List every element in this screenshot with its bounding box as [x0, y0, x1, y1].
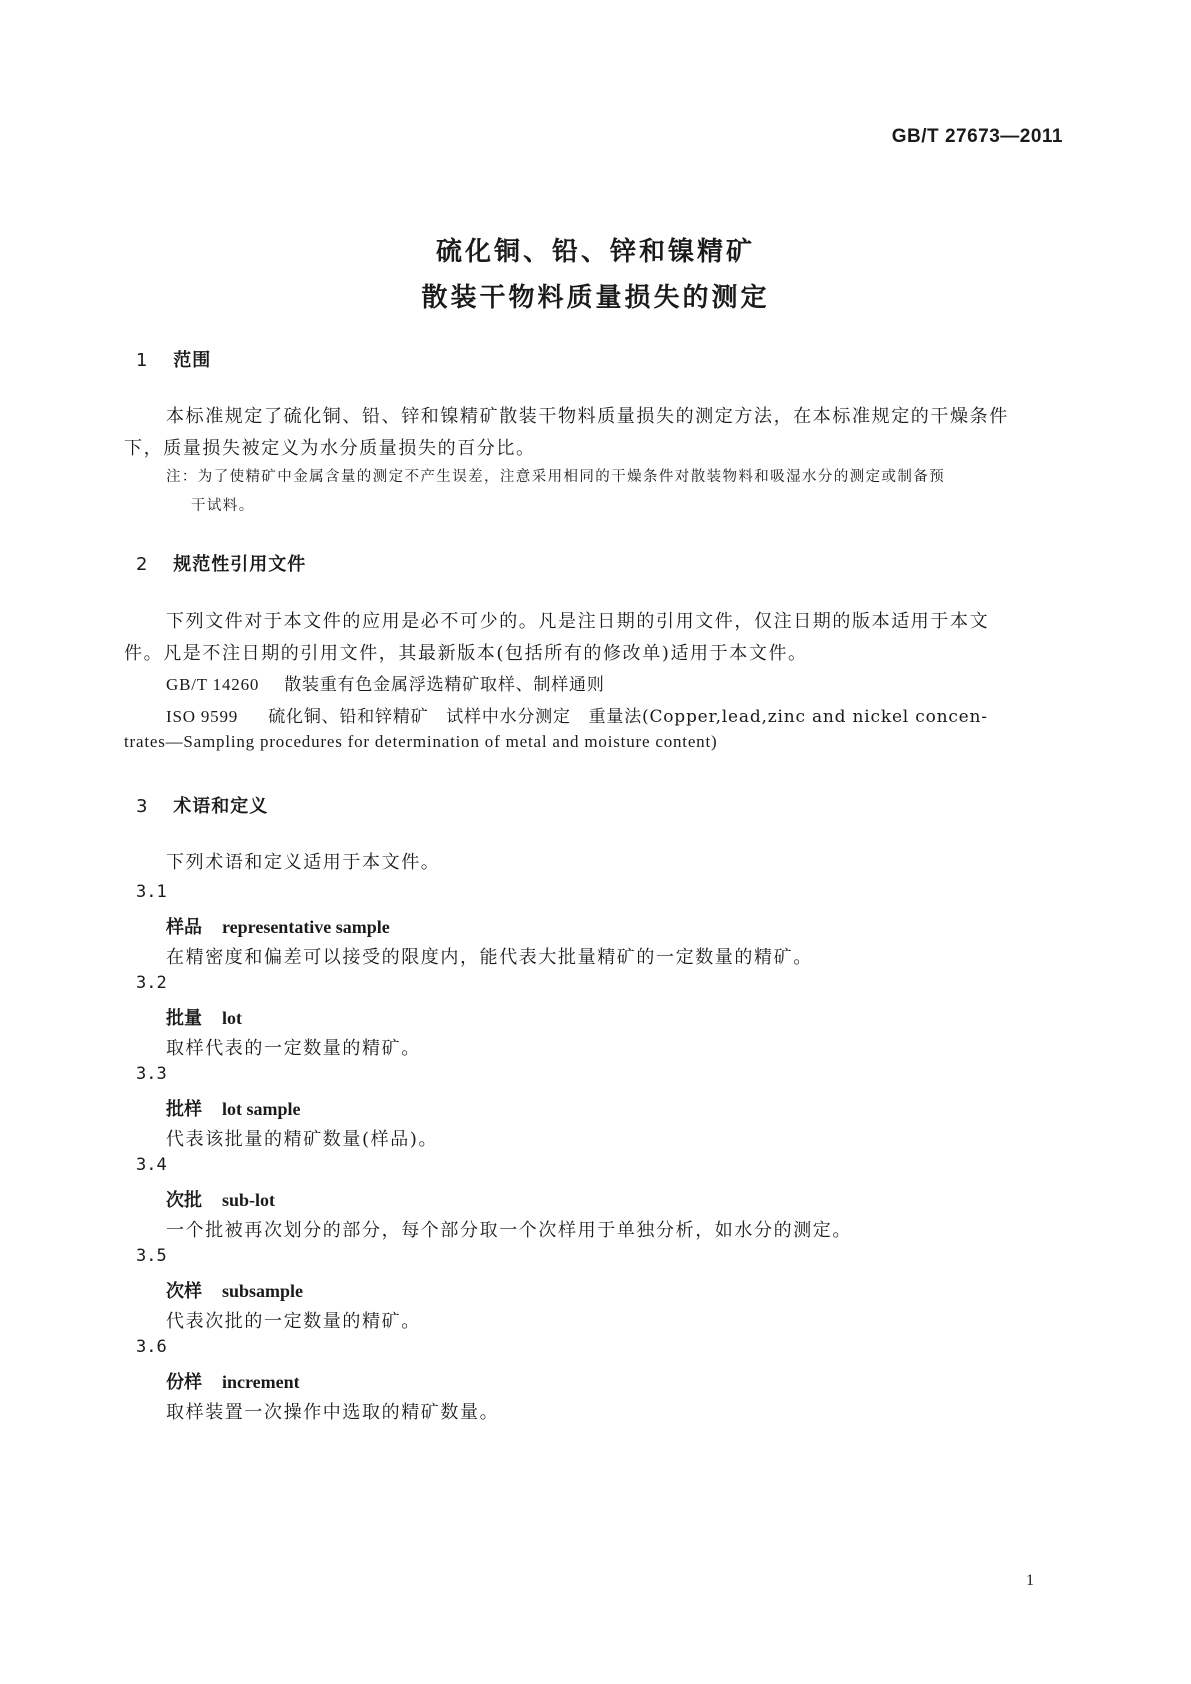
term-definition: 代表次批的一定数量的精矿。	[166, 1311, 421, 1332]
section-2-paragraph-line-2: 件。凡是不注日期的引用文件，其最新版本(包括所有的修改单)适用于本文件。	[124, 643, 808, 664]
section-title: 术语和定义	[173, 796, 269, 817]
section-3-heading	[136, 792, 268, 818]
section-1-paragraph-line-2: 下，质量损失被定义为水分质量损失的百分比。	[124, 438, 536, 459]
section-3-intro: 下列术语和定义适用于本文件。	[166, 852, 441, 873]
section-1-note-line-2: 干试料。	[191, 498, 255, 514]
section-2-paragraph-line-1: 下列文件对于本文件的应用是必不可少的。凡是注日期的引用文件，仅注日期的版本适用于本文	[166, 611, 990, 632]
term-number: 3.5	[136, 1246, 167, 1266]
section-number: 1	[136, 350, 149, 371]
section-1-heading	[136, 346, 211, 372]
term-entry	[166, 1095, 301, 1121]
document-title-line-2: 散装干物料质量损失的测定	[421, 283, 770, 313]
section-1-paragraph-line-1: 本标准规定了硫化铜、铅、锌和镍精矿散装干物料质量损失的测定方法，在本标准规定的干燥条件	[166, 406, 1009, 427]
reference-title: 硫化铜、铅和锌精矿 试样中水分测定 重量法(Copper,lead,zinc and nickel concen-	[268, 707, 988, 727]
term-chinese: 样品	[166, 917, 202, 938]
term-definition: 在精密度和偏差可以接受的限度内，能代表大批量精矿的一定数量的精矿。	[166, 947, 813, 968]
term-entry	[166, 913, 390, 939]
term-number: 3.4	[136, 1155, 167, 1175]
term-chinese: 批样	[166, 1099, 202, 1120]
section-title: 规范性引用文件	[173, 554, 307, 575]
term-definition: 取样代表的一定数量的精矿。	[166, 1038, 421, 1059]
term-entry	[166, 1186, 275, 1212]
term-chinese: 次批	[166, 1190, 202, 1211]
term-number: 3.1	[136, 882, 167, 902]
reference-code: GB/T 14260	[166, 675, 260, 694]
term-chinese: 批量	[166, 1008, 202, 1029]
term-chinese: 份样	[166, 1372, 202, 1393]
term-entry	[166, 1368, 300, 1394]
term-english: increment	[222, 1372, 300, 1392]
section-1-note-line-1: 注：为了使精矿中金属含量的测定不产生误差，注意采用相同的干燥条件对散装物料和吸湿水分的测定或制备预	[166, 469, 946, 485]
reference-code: ISO 9599	[166, 707, 239, 726]
reference-gb-t-14260	[166, 670, 605, 695]
section-2-heading	[136, 550, 306, 576]
section-number: 2	[136, 554, 149, 575]
term-english: sub-lot	[222, 1190, 276, 1210]
term-number: 3.2	[136, 973, 167, 993]
term-entry	[166, 1004, 242, 1030]
term-english: lot sample	[222, 1099, 301, 1119]
standard-code: GB/T 27673—2011	[891, 126, 1063, 147]
section-title: 范围	[173, 350, 212, 371]
term-definition: 一个批被再次划分的部分，每个部分取一个次样用于单独分析，如水分的测定。	[166, 1220, 852, 1241]
term-definition: 代表该批量的精矿数量(样品)。	[166, 1129, 439, 1150]
term-chinese: 次样	[166, 1281, 202, 1302]
section-number: 3	[136, 796, 149, 817]
page-number: 1	[1026, 1572, 1034, 1589]
reference-title: 散装重有色金属浮选精矿取样、制样通则	[284, 675, 605, 695]
term-english: lot	[222, 1008, 242, 1028]
term-definition: 取样装置一次操作中选取的精矿数量。	[166, 1402, 500, 1423]
reference-iso-9599-continued: trates—Sampling procedures for determination of metal and moisture content)	[124, 732, 718, 751]
term-english: representative sample	[222, 917, 390, 937]
term-entry	[166, 1277, 303, 1303]
term-number: 3.3	[136, 1064, 167, 1084]
term-english: subsample	[222, 1281, 304, 1301]
term-number: 3.6	[136, 1337, 167, 1357]
reference-iso-9599	[166, 702, 988, 727]
document-title-line-1: 硫化铜、铅、锌和镍精矿	[435, 237, 755, 267]
